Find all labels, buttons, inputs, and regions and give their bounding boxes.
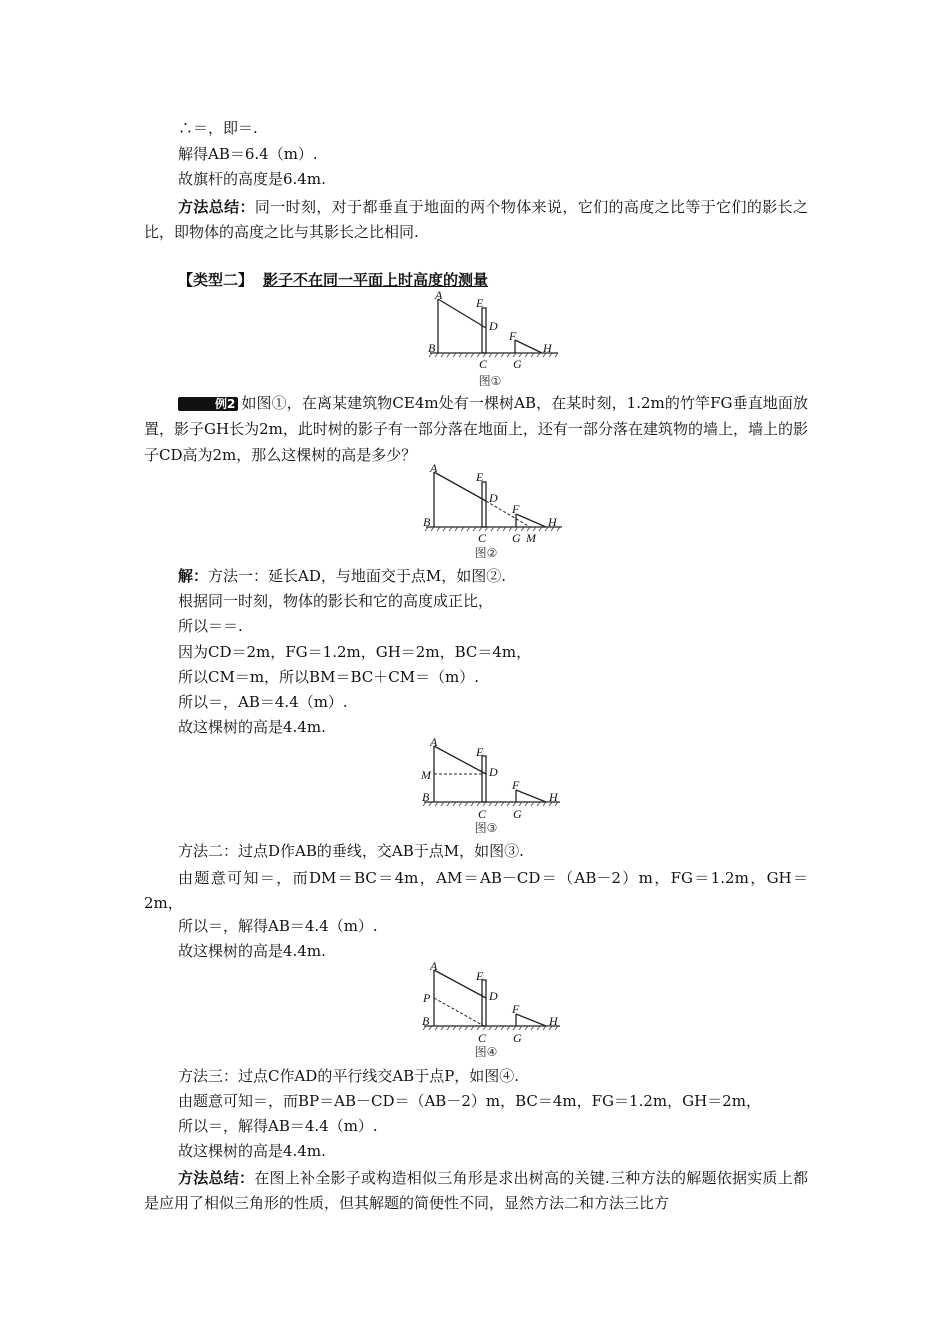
method-3-line-4: 故这棵树的高是4.4m. (178, 1142, 326, 1160)
fig2-label-f: F (512, 502, 520, 516)
fig3-label-d: D (489, 765, 498, 779)
method-2-line-1: 方法二：过点D作AB的垂线，交AB于点M，如图③. (178, 842, 524, 860)
method-summary-text: 同一时刻，对于都垂直于地面的两个物体来说，它们的高度之比等于它们的影长之比，即物体的高度之比与其影长之比相同. (144, 198, 808, 241)
text-line-1: ∴＝，即＝. (178, 119, 258, 137)
example-text: 如图①，在离某建筑物CE4m处有一棵树AB，在某时刻，1.2m的竹竿FG垂直地面放置，影子GH长为2m，此时树的影子有一部分落在地面上，还有一部分落在建筑物的墙上，墙上的影子CD高为2m，那么这棵树的高是多少？ (144, 394, 808, 464)
figure-4 (418, 958, 568, 1048)
example-badge: 例2 (178, 397, 238, 411)
method-summary-1 (144, 195, 808, 245)
section-bracket: 【类型二】 (178, 271, 254, 289)
fig3-label-h: H (549, 790, 558, 804)
fig2-label-b: B (423, 515, 431, 529)
section-heading (178, 270, 488, 290)
fig3-label-c: C (478, 807, 487, 820)
fig1-label-h: H (543, 341, 552, 355)
fig1-label-f: F (509, 329, 517, 343)
method-3-line-1: 方法三：过点C作AD的平行线交AB于点P，如图④. (178, 1067, 520, 1085)
figure-3 (418, 734, 568, 824)
fig2-label-h: H (548, 515, 557, 529)
solution-line-5: 所以CM＝m，所以BM＝BC＋CM＝（m）. (178, 668, 480, 686)
fig1-label-b: B (428, 341, 436, 355)
final-summary-label: 方法总结： (178, 1169, 255, 1187)
figure-2 (420, 460, 570, 548)
solution-line-1 (178, 566, 506, 586)
fig2-label-a: A (430, 461, 438, 475)
fig4-label-p: P (423, 991, 431, 1005)
fig4-label-e: E (476, 969, 484, 983)
fig2-label-m: M (526, 531, 536, 544)
fig4-label-f: F (512, 1002, 520, 1016)
fig4-label-g: G (513, 1031, 522, 1044)
fig4-label-d: D (489, 989, 498, 1003)
method-summary-2 (144, 1166, 808, 1216)
figure-3-caption: 图③ (474, 821, 498, 835)
fig4-label-h: H (549, 1014, 558, 1028)
solution-line-3: 所以＝＝. (178, 617, 243, 635)
fig2-label-d: D (489, 491, 498, 505)
fig1-label-g: G (513, 357, 522, 370)
fig2-label-e: E (476, 470, 484, 484)
method-2-line-3: 所以＝，解得AB＝4.4（m）. (178, 917, 378, 935)
fig1-label-d: D (489, 319, 498, 333)
solution-line-2: 根据同一时刻，物体的影长和它的高度成正比， (178, 592, 494, 610)
fig4-label-b: B (422, 1014, 430, 1028)
text-line-2: 解得AB＝6.4（m）. (178, 145, 318, 163)
section-title: 影子不在同一平面上时高度的测量 (263, 271, 489, 289)
fig3-label-m: M (421, 768, 431, 782)
fig3-label-g: G (513, 807, 522, 820)
figure-1-caption: 图① (478, 374, 502, 388)
example-2 (144, 390, 808, 468)
figure-1 (424, 290, 564, 374)
solution-label: 解： (178, 567, 209, 585)
method-summary-label: 方法总结： (178, 198, 255, 216)
fig3-label-f: F (512, 778, 520, 792)
fig1-label-c: C (479, 357, 488, 370)
fig1-label-a: A (435, 290, 443, 302)
fig2-label-g: G (512, 531, 521, 544)
solution-line-7: 故这棵树的高是4.4m. (178, 718, 326, 736)
method-3-line-2: 由题意可知＝，而BP＝AB－CD＝（AB－2）m，BC＝4m，FG＝1.2m，GH＝2m， (178, 1092, 761, 1110)
final-summary-text: 在图上补全影子或构造相似三角形是求出树高的关键.三种方法的解题依据实质上都是应用了相似三角形的性质，但其解题的简便性不同，显然方法二和方法三比方 (144, 1169, 808, 1212)
solution-method-1: 方法一：延长AD，与地面交于点M，如图②. (208, 567, 507, 585)
fig4-label-c: C (478, 1031, 487, 1044)
method-2-line-2: 由题意可知＝，而DM＝BC＝4m，AM＝AB－CD＝（AB－2）m，FG＝1.2m，GH＝2m， (144, 869, 808, 912)
method-3-line-3: 所以＝，解得AB＝4.4（m）. (178, 1117, 378, 1135)
fig3-label-a: A (430, 735, 438, 749)
solution-line-4: 因为CD＝2m，FG＝1.2m，GH＝2m，BC＝4m， (178, 643, 532, 661)
figure-4-caption: 图④ (474, 1045, 498, 1059)
fig3-label-b: B (422, 790, 430, 804)
solution-line-6: 所以＝，AB＝4.4（m）. (178, 693, 348, 711)
fig3-label-e: E (476, 745, 484, 759)
text-line-3: 故旗杆的高度是6.4m. (178, 170, 326, 188)
fig2-label-c: C (478, 531, 487, 544)
figure-2-caption: 图② (474, 546, 498, 560)
fig1-label-e: E (476, 296, 484, 310)
fig4-label-a: A (430, 959, 438, 973)
method-2-line-4: 故这棵树的高是4.4m. (178, 942, 326, 960)
